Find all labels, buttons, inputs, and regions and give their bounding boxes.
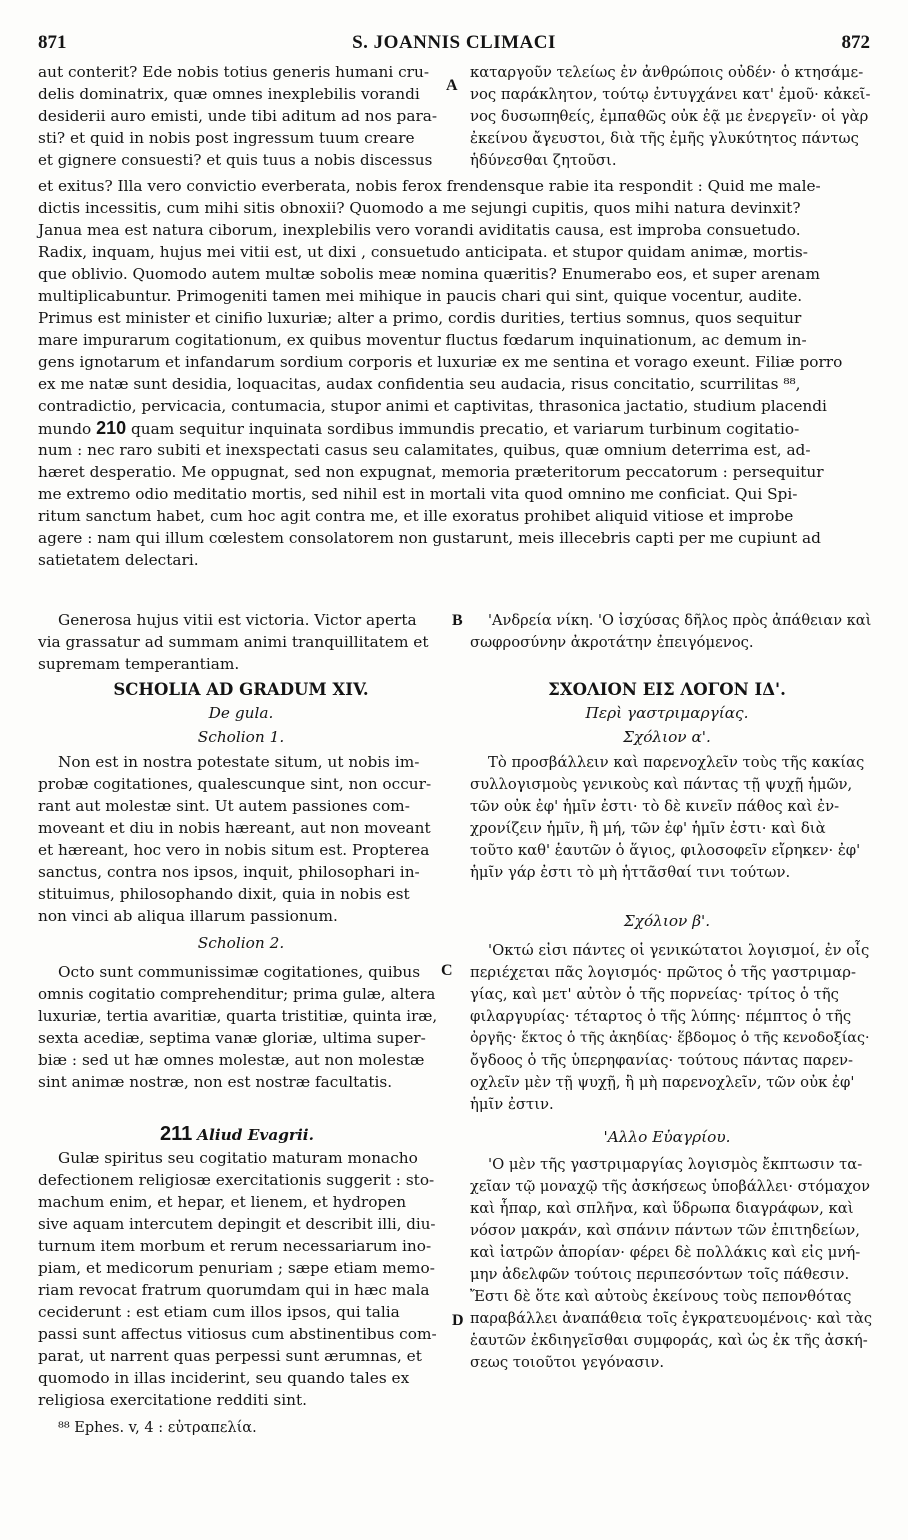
text-line-with-number	[38, 418, 799, 440]
evagrius-title-greek: 'Αλλο Εὐαγρίου.	[603, 1128, 731, 1146]
margin-letter-c: C	[441, 962, 453, 979]
margin-letter-a: A	[446, 77, 458, 94]
text-line: multiplicabuntur. Primogeniti tamen mei mihique in paucis chari qui sint, quique vocentur, audite.	[38, 287, 803, 305]
text-line: parat, ut narrent quas perpessi sunt ærumnas, et	[38, 1347, 422, 1365]
text-line: que oblivio. Quomodo autem multæ sobolis meæ nomina quæritis? Enumerabo eos, et super arenam	[38, 265, 821, 283]
text-line: Τὸ προσβάλλειν καὶ παρενοχλεῖν τοὺς τῆς κακίας	[488, 754, 865, 771]
text-line: luxuriæ, tertia avaritiæ, quarta tristitiæ, quinta iræ,	[38, 1007, 438, 1025]
text-line: passi sunt affectus vitiosus cum abstinentibus com-	[38, 1325, 437, 1343]
text-line: Janua mea est natura ciborum, inexplebilis vero vorandi aviditatis causa, est improba consuetudo.	[38, 221, 801, 239]
scholion-title: Scholion 2.	[197, 934, 285, 952]
section-subheading-greek: Περὶ γαστριμαργίας.	[585, 704, 749, 722]
text-line: et exitus? Illa vero convictio everberata, nobis ferox frendensque rabie ita respondit : Quid me male-	[38, 177, 821, 195]
text-line: παραβάλλει ἀναπάθεια τοῖς ἐγκρατευομένοις· καὶ τὰς	[470, 1310, 872, 1327]
text-line: οχλεῖν μὲν τῇ ψυχῇ, ἢ μὴ παρενοχλεῖν, τῶν οὐκ ἐφ'	[470, 1074, 855, 1091]
text-line: καὶ ἧπαρ, καὶ σπλῆνα, καὶ ὕδρωπα διαγράφων, καὶ	[470, 1200, 854, 1217]
column-number-211: 211	[160, 1123, 193, 1145]
text-line: me extremo odio meditatio mortis, sed nihil est in mortali vita quod omnino me conficiat. Qui Spi-	[38, 485, 798, 503]
text-line: Generosa hujus vitii est victoria. Victor aperta	[58, 611, 417, 629]
text-line: ὀργῆς· ἕκτος ὁ τῆς ἀκηδίας· ἕβδομος ὁ τῆς κενοδοξίας·	[470, 1030, 870, 1046]
page-number-right: 872	[841, 32, 870, 53]
text-line: 'Ο μὲν τῆς γαστριμαργίας λογισμὸς ἔκπτωσιν τα-	[488, 1156, 863, 1173]
margin-letter-b: B	[452, 612, 463, 629]
text-line: sexta acediæ, septima vanæ gloriæ, ultima super-	[38, 1029, 426, 1047]
text-line: νος δυσωπηθείς, ἐμπαθῶς οὐκ ἐᾷ με ἐνεργεῖν· οἱ γὰρ	[470, 108, 869, 125]
text-line: hæret desperatio. Me oppugnat, sed non expugnat, memoria præteritorum peccatorum : persequitur	[38, 463, 824, 481]
text-line: supremam temperantiam.	[38, 655, 240, 673]
text-line: sive aquam intercutem depingit et describit illi, diu-	[38, 1215, 436, 1233]
text-line: Octo sunt communissimæ cogitationes, quibus	[58, 963, 421, 981]
text-line: 'Ανδρεία νίκη. 'Ο ἰσχύσας δῆλος πρὸς ἀπάθειαν καὶ	[488, 612, 872, 629]
text-line: stituimus, philosophando dixit, quia in nobis est	[38, 885, 410, 903]
scholion-title: Σχόλιον β'.	[623, 912, 711, 930]
page-number-left: 871	[38, 32, 67, 53]
text-line: omnis cogitatio comprehenditur; prima gulæ, altera	[38, 985, 436, 1003]
text-line: probæ cogitationes, qualescunque sint, non occur-	[38, 775, 432, 793]
text-line: χεῖαν τῷ μοναχῷ τῆς ἀσκήσεως ὑποβάλλει· στόμαχον	[470, 1178, 871, 1195]
text-line: num : nec raro subiti et inexspectati casus seu calamitates, quibus, quæ omnium deterrima est, ad-	[38, 441, 811, 459]
text-line: sint animæ nostræ, non est nostræ facultatis.	[38, 1073, 393, 1091]
text-line: γίας, καὶ μετ' αὐτὸν ὁ τῆς πορνείας· τρίτος ὁ τῆς	[470, 986, 839, 1003]
column-number-210: 210	[96, 418, 127, 438]
running-header	[38, 32, 870, 58]
text-line: νόσον μακράν, καὶ σπάνιν πάντων τῶν ἐπιτηδείων,	[470, 1222, 860, 1239]
text-line: μην ἀδελφῶν τούτοις περιπεσόντων τοῖς πάθεσιν.	[470, 1266, 850, 1283]
text-line: ὄγδοος ὁ τῆς ὑπερηφανίας· τούτους πάντας παρεν-	[470, 1052, 854, 1069]
text-line: quomodo in illas inciderint, seu quando tales ex	[38, 1369, 410, 1387]
text-fragment: mundo	[38, 420, 92, 438]
text-line: Ἔστι δὲ ὅτε καὶ αὐτοὺς ἐκείνους τοὺς πεπονθότας	[470, 1288, 852, 1305]
text-line: τῶν οὐκ ἐφ' ἡμῖν ἐστι· τὸ δὲ κινεῖν πάθος καὶ ἐν-	[470, 798, 840, 815]
text-line: contradictio, pervicacia, contumacia, stupor animi et captivitas, thrasonica jactatio, studium placendi	[38, 397, 827, 415]
text-line: φιλαργυρίας· τέταρτος ὁ τῆς λύπης· πέμπτος ὁ τῆς	[470, 1008, 852, 1025]
text-line: τοῦτο καθ' ἑαυτῶν ὁ ἅγιος, φιλοσοφεῖν εἴρηκεν· ἐφ'	[470, 842, 861, 859]
section-subheading-latin: De gula.	[208, 704, 274, 722]
text-line: ritum sanctum habet, cum hoc agit contra me, et ille exoratus prohibet aliquid vitiose et improbe	[38, 507, 794, 525]
scholion-title: Scholion 1.	[197, 728, 285, 746]
text-line: moveant et diu in nobis hæreant, aut non moveant	[38, 819, 431, 837]
text-line: ceciderunt : est etiam cum illos ipsos, qui talia	[38, 1303, 400, 1321]
text-fragment: quam sequitur inquinata sordibus immundis precatio, et variarum turbinum cogitatio-	[131, 420, 800, 438]
text-line: riam revocat fratrum quorumdam qui in hæc mala	[38, 1281, 430, 1299]
text-line: biæ : sed ut hæ omnes molestæ, aut non molestæ	[38, 1051, 425, 1069]
text-line: χρονίζειν ἡμῖν, ἢ μή, τῶν ἐφ' ἡμῖν ἐστι· καὶ διὰ	[470, 820, 826, 837]
text-line: dictis incessitis, cum mihi sitis obnoxii? Quomodo a me sejungi cupitis, quos mihi natura devinxit?	[38, 199, 801, 217]
text-line: et gignere consuesti? et quis tuus a nobis discessus	[38, 151, 433, 169]
text-line: σωφροσύνην ἀκροτάτην ἐπειγόμενος.	[470, 634, 754, 651]
text-line: piam, et medicorum penuriam ; sæpe etiam memo-	[38, 1259, 435, 1277]
text-line: religiosa exercitatione redditi sint.	[38, 1391, 308, 1409]
running-title: S. JOANNIS CLIMACI	[352, 32, 556, 53]
text-line: sanctus, contra nos ipsos, inquit, philosophari in-	[38, 863, 420, 881]
text-line: turnum item morbum et rerum necessariarum ino-	[38, 1237, 432, 1255]
text-line: ἡδύνεσθαι ζητοῦσι.	[470, 152, 617, 169]
text-line: 'Οκτώ εἰσι πάντες οἱ γενικώτατοι λογισμοί, ἐν οἷς	[488, 942, 870, 959]
text-line: defectionem religiosæ exercitationis suggerit : sto-	[38, 1171, 435, 1189]
text-line: agere : nam qui illum cœlestem consolatorem non gustarunt, meis illecebris capti per me cupiunt ad	[38, 529, 821, 547]
footnote: ⁸⁸ Ephes. v, 4 : εὐτραπελία.	[58, 1420, 257, 1436]
text-line: sti? et quid in nobis post ingressum tuum creare	[38, 129, 415, 147]
section-heading-latin: SCHOLIA AD GRADUM XIV.	[113, 680, 369, 699]
margin-letter-d: D	[452, 1312, 464, 1329]
scholion-title: Σχόλιον α'.	[623, 728, 711, 746]
text-line: νος παράκλητον, τούτῳ ἐντυγχάνει κατ' ἐμοῦ· κἀκεῖ-	[470, 86, 871, 103]
text-line: Primus est minister et cinifio luxuriæ; alter a primo, cordis durities, tertius somnus, quos sequitur	[38, 309, 802, 327]
text-line: σεως τοιοῦτοι γεγόνασιν.	[470, 1354, 665, 1371]
text-line: desiderii auro emisti, unde tibi aditum ad nos para-	[38, 107, 438, 125]
text-line: rant aut molestæ sint. Ut autem passiones com-	[38, 797, 410, 815]
text-line: συλλογισμοὺς γενικοὺς καὶ πάντας τῇ ψυχῇ ἡμῶν,	[470, 776, 853, 793]
text-line: via grassatur ad summam animi tranquillitatem et	[38, 633, 429, 651]
text-line: Radix, inquam, hujus mei vitii est, ut dixi , consuetudo anticipata. et stupor quidam animæ, mortis-	[38, 243, 808, 261]
evagrius-heading	[160, 1124, 314, 1146]
text-line: καὶ ἰατρῶν ἀπορίαν· φέρει δὲ πολλάκις καὶ εἰς μνή-	[470, 1244, 861, 1261]
text-line: καταργοῦν τελείως ἐν ἀνθρώποις οὐδέν· ὁ κτησάμε-	[470, 64, 864, 81]
text-line: delis dominatrix, quæ omnes inexplebilis vorandi	[38, 85, 420, 103]
text-line: mare impurarum cogitationum, ex quibus moventur fluctus fœdarum inquinationum, ac demum in-	[38, 331, 807, 349]
text-line: satietatem delectari.	[38, 551, 199, 569]
evagrius-title: Aliud Evagrii.	[197, 1126, 314, 1144]
text-line: machum enim, et hepar, et lienem, et hydropen	[38, 1193, 407, 1211]
text-line: ἑαυτῶν ἐκδιηγεῖσθαι συμφοράς, καὶ ὡς ἐκ τῆς ἀσκή-	[470, 1332, 868, 1349]
text-line: ἡμῖν ἐστιν.	[470, 1096, 554, 1113]
text-line: Gulæ spiritus seu cogitatio maturam monacho	[58, 1149, 418, 1167]
text-line: περιέχεται πᾶς λογισμός· πρῶτος ὁ τῆς γαστριμαρ-	[470, 964, 856, 981]
text-line: ἡμῖν γάρ ἐστι τὸ μὴ ἡττᾶσθαί τινι τούτων.	[470, 864, 791, 881]
text-line: Non est in nostra potestate situm, ut nobis im-	[58, 753, 420, 771]
text-line: ex me natæ sunt desidia, loquacitas, audax confidentia seu audacia, risus concitatio, scurrilitas ⁸⁸,	[38, 375, 801, 393]
text-line: aut conterit? Ede nobis totius generis humani cru-	[38, 63, 430, 81]
text-line: non vinci ab aliqua illarum passionum.	[38, 907, 338, 925]
text-line: et hæreant, hoc vero in nobis situm est. Propterea	[38, 841, 430, 859]
text-line: ἐκείνου ἄγευστοι, διὰ τῆς ἐμῆς γλυκύτητος πάντως	[470, 130, 859, 147]
section-heading-greek: ΣΧΟΛΙΟΝ ΕΙΣ ΛΟΓΟΝ ΙΔ'.	[548, 680, 786, 699]
text-line: gens ignotarum et infandarum sordium corporis et luxuriæ ex me sentina et vorago exeunt. Filiæ porro	[38, 353, 843, 371]
